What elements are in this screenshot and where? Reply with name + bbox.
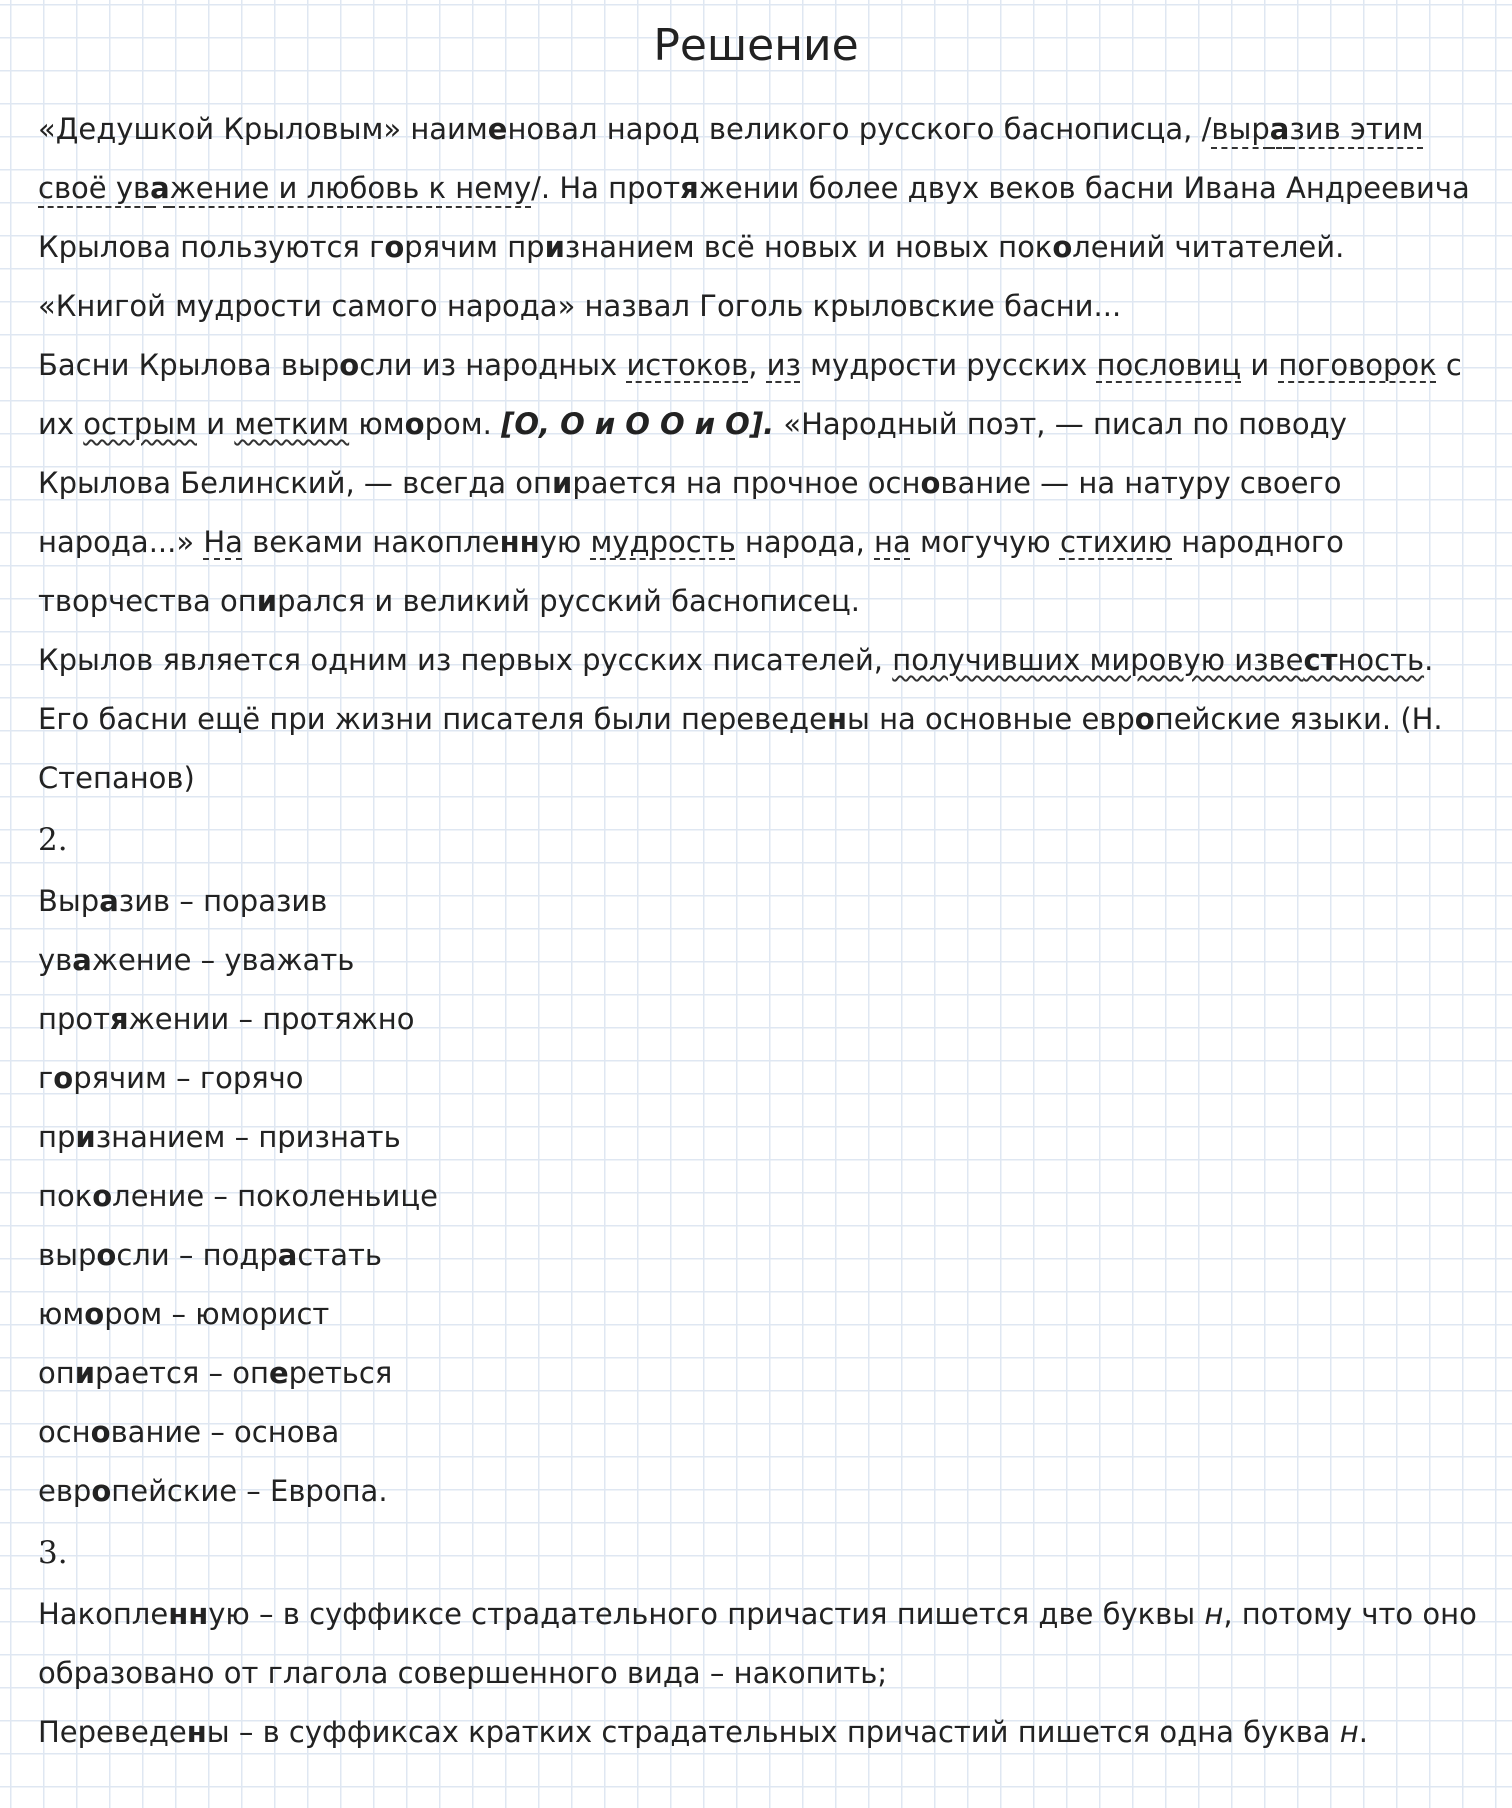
text: зив – поразив bbox=[118, 884, 328, 918]
text: евр bbox=[38, 1474, 92, 1508]
text: ление – поколеньице bbox=[112, 1179, 438, 1213]
underlined-word: из bbox=[766, 348, 801, 382]
highlighted-letter: о bbox=[1052, 230, 1073, 264]
text: народа, bbox=[735, 525, 875, 559]
underlined-word: поговорок bbox=[1278, 348, 1437, 382]
list-item bbox=[38, 1226, 1478, 1285]
text: вание — на натуру своего народа...» bbox=[38, 466, 1342, 559]
text: жение – уважать bbox=[91, 943, 355, 977]
highlighted-letter: о bbox=[1134, 702, 1155, 736]
highlighted-letter: нн bbox=[168, 1597, 209, 1631]
text: Крылов является одним из первых русских писателей, bbox=[38, 643, 893, 677]
highlighted-letter: о bbox=[91, 1474, 112, 1508]
highlighted-letter: ст bbox=[1303, 643, 1338, 677]
participial-phrase-wavy bbox=[892, 643, 1424, 677]
text: рается – оп bbox=[95, 1356, 269, 1390]
text: ую – в суффиксе страдательного причастия пишется две буквы bbox=[208, 1597, 1205, 1631]
text: жении – протяжно bbox=[128, 1002, 415, 1036]
sentence-scheme: [О, О и О О и О]. bbox=[501, 407, 775, 441]
text: могучую bbox=[910, 525, 1060, 559]
text: Выр bbox=[38, 884, 100, 918]
highlighted-letter: я bbox=[110, 1002, 129, 1036]
text: ы – в суффиксах кратких страдательных причастий пишется одна буква bbox=[206, 1715, 1340, 1749]
text: стать bbox=[297, 1238, 382, 1272]
highlighted-letter: и bbox=[544, 230, 565, 264]
italic-letter: н bbox=[1204, 1597, 1224, 1631]
text: Накопле bbox=[38, 1597, 169, 1631]
text: «Народный поэт, — писал по поводу Крылова Белинский, — всегда оп bbox=[38, 407, 1347, 500]
text: оп bbox=[38, 1356, 75, 1390]
underlined-word: истоков bbox=[626, 348, 749, 382]
text: рячим – горячо bbox=[73, 1061, 304, 1095]
text: ром – юморист bbox=[104, 1297, 330, 1331]
text: , bbox=[748, 348, 767, 382]
highlighted-letter: а bbox=[99, 884, 119, 918]
list-item bbox=[38, 1049, 1478, 1108]
text: лений читателей. «Книгой мудрости самого народа» назвал Гоголь крыловские басни... bbox=[38, 230, 1345, 323]
underlined-word: мудрость bbox=[590, 525, 736, 559]
text: , потому что оно образовано от глагола совершенного вида – накопить; bbox=[38, 1597, 1477, 1690]
text: юм bbox=[38, 1297, 85, 1331]
wavy-underlined-word: острым bbox=[83, 407, 197, 441]
text: и bbox=[1241, 348, 1279, 382]
text: рался и великий русский баснописец. bbox=[277, 584, 860, 618]
text: зив этим своё ув bbox=[38, 112, 1424, 205]
text: с их bbox=[38, 348, 1462, 441]
text: рячим пр bbox=[404, 230, 545, 264]
underlined-word: стихию bbox=[1059, 525, 1173, 559]
section-2-number: 2. bbox=[38, 822, 68, 858]
text: мудрости русских bbox=[800, 348, 1097, 382]
highlighted-letter: н bbox=[826, 702, 847, 736]
page-title: Решение bbox=[653, 20, 859, 71]
text: выр bbox=[1211, 112, 1270, 146]
highlighted-letter: е bbox=[268, 1356, 289, 1390]
text: . bbox=[1358, 1715, 1368, 1749]
section-3-line-1 bbox=[38, 1585, 1478, 1703]
highlighted-letter: нн bbox=[499, 525, 540, 559]
text: осн bbox=[38, 1415, 91, 1449]
section-3-line-2 bbox=[38, 1703, 1478, 1762]
text: Басни Крылова выр bbox=[38, 348, 340, 382]
text: г bbox=[38, 1061, 54, 1095]
text: . Его басни ещё при жизни писателя были переведе bbox=[38, 643, 1434, 736]
text: выр bbox=[38, 1238, 97, 1272]
solution-text bbox=[38, 100, 1478, 1762]
highlighted-letter: а bbox=[1269, 112, 1290, 146]
text: жение и любовь к нему bbox=[169, 171, 532, 205]
highlighted-letter: и bbox=[75, 1120, 96, 1154]
text: реться bbox=[288, 1356, 393, 1390]
text: ром. bbox=[424, 407, 502, 441]
text: получивших мировую изве bbox=[892, 643, 1304, 677]
text: ую bbox=[539, 525, 591, 559]
list-item bbox=[38, 931, 1478, 990]
highlighted-letter: е bbox=[487, 112, 508, 146]
text: пейские языки. (Н. Степанов) bbox=[38, 702, 1443, 795]
text: ув bbox=[38, 943, 73, 977]
text: веками накопле bbox=[242, 525, 500, 559]
text: новал народ великого русского баснописца, / bbox=[507, 112, 1212, 146]
underlined-word: пословиц bbox=[1096, 348, 1242, 382]
highlighted-letter: и bbox=[74, 1356, 96, 1390]
highlighted-letter: о bbox=[90, 1415, 111, 1449]
list-item bbox=[38, 1167, 1478, 1226]
text: сли из народных bbox=[359, 348, 627, 382]
text: сли – подр bbox=[116, 1238, 278, 1272]
highlighted-letter: о bbox=[404, 407, 425, 441]
text: ность bbox=[1337, 643, 1425, 677]
list-item bbox=[38, 990, 1478, 1049]
text: и bbox=[197, 407, 235, 441]
paragraph-1 bbox=[38, 100, 1478, 336]
paragraph-2 bbox=[38, 336, 1478, 631]
text: Переведе bbox=[38, 1715, 187, 1749]
text: народного творчества оп bbox=[38, 525, 1344, 618]
highlighted-letter: и bbox=[552, 466, 573, 500]
text: прот bbox=[38, 1002, 111, 1036]
text: /. На прот bbox=[531, 171, 681, 205]
text: знанием – признать bbox=[95, 1120, 401, 1154]
text: пр bbox=[38, 1120, 76, 1154]
section-3-number: 3. bbox=[38, 1535, 68, 1571]
highlighted-letter: а bbox=[150, 171, 170, 205]
section-2-list bbox=[38, 872, 1478, 1521]
highlighted-letter: о bbox=[384, 230, 405, 264]
text: рается на прочное осн bbox=[572, 466, 921, 500]
highlighted-letter: а bbox=[72, 943, 92, 977]
highlighted-letter: о bbox=[920, 466, 941, 500]
highlighted-letter: о bbox=[96, 1238, 117, 1272]
list-item bbox=[38, 1344, 1478, 1403]
highlighted-letter: о bbox=[53, 1061, 74, 1095]
text: знанием всё новых и новых пок bbox=[564, 230, 1053, 264]
text: «Дедушкой Крыловым» наим bbox=[38, 112, 488, 146]
highlighted-letter: о bbox=[92, 1179, 113, 1213]
text: пок bbox=[38, 1179, 93, 1213]
list-item bbox=[38, 1462, 1478, 1521]
underlined-word: на bbox=[874, 525, 911, 559]
italic-letter: н bbox=[1339, 1715, 1359, 1749]
wavy-underlined-word: метким bbox=[234, 407, 350, 441]
highlighted-letter: и bbox=[256, 584, 278, 618]
highlighted-letter: а bbox=[277, 1238, 298, 1272]
text: жении более двух веков басни Ивана Андреевича Крылова пользуются г bbox=[38, 171, 1470, 264]
text: пейские – Европа. bbox=[111, 1474, 388, 1508]
underlined-word: На bbox=[203, 525, 243, 559]
text: ы на основные евр bbox=[846, 702, 1135, 736]
highlighted-letter: о bbox=[84, 1297, 105, 1331]
highlighted-letter: о bbox=[339, 348, 360, 382]
list-item bbox=[38, 1285, 1478, 1344]
paragraph-3 bbox=[38, 631, 1478, 808]
list-item bbox=[38, 1403, 1478, 1462]
highlighted-letter: я bbox=[680, 171, 699, 205]
list-item bbox=[38, 1108, 1478, 1167]
highlighted-letter: н bbox=[186, 1715, 207, 1749]
list-item bbox=[38, 872, 1478, 931]
text: юм bbox=[349, 407, 405, 441]
text: вание – основа bbox=[110, 1415, 340, 1449]
